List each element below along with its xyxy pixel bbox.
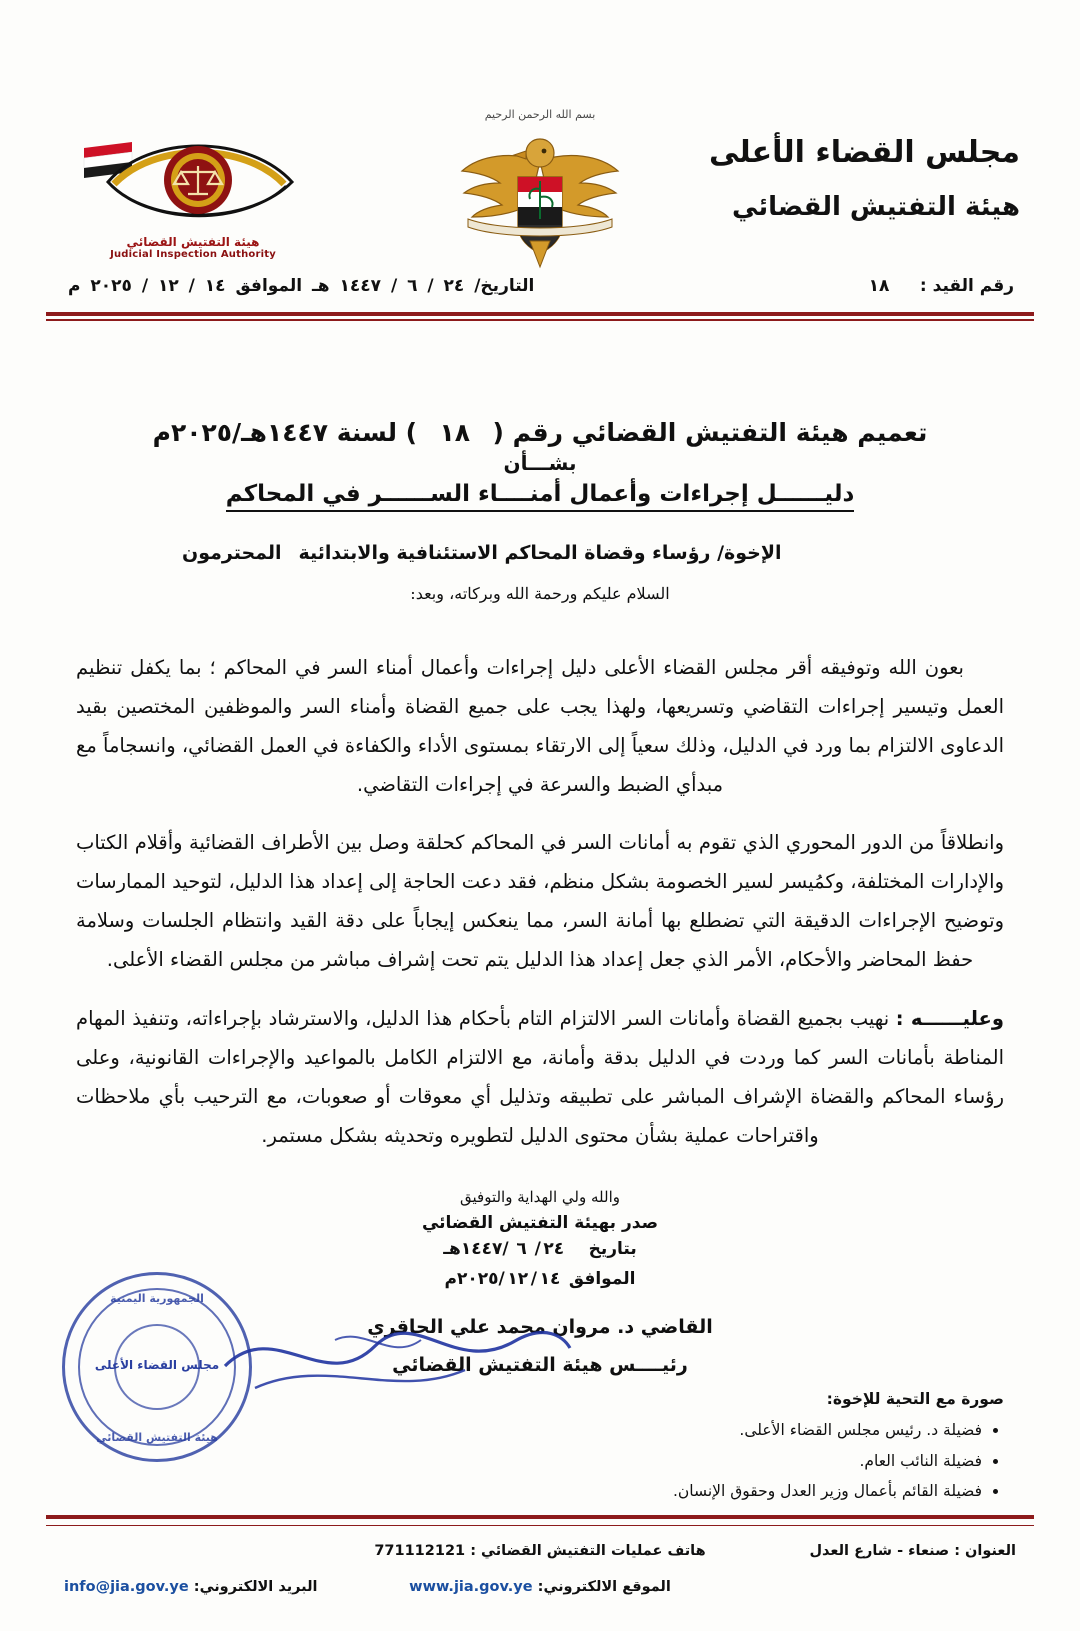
issue-date-greg-day: ١٤ xyxy=(539,1268,561,1289)
paragraph-3-text: نهيب بجميع القضاة وأمانات السر الالتزام التام بأحكام هذا الدليل، والاسترشاد بإجراءاته، وتنفيذ المهام المناطة بأمانات السر كما وردت في الدليل بدقة وأمانة، مع الالتزام الكامل بالمواعيد والإجراءات القانونية، وعلى رؤساء المحاكم والقضاة الإشراف المباشر على تطبيقه وتذليل أي معوقات أو صعوبات، مع الترحيب بأي ملاحظات واقتراحات عملية بشأن محتوى الدليل لتطويره وتحديثه بشكل مستمر. xyxy=(76,1006,1004,1147)
footer-email-label: البريد الالكتروني: xyxy=(193,1579,318,1595)
stamp-bottom-text: هيئة التفتيش القضائي xyxy=(96,1431,218,1444)
logo-text-ar: هيئة التفتيش القضائي xyxy=(126,235,260,249)
issue-date-greg-year: ٢٠٢٥ xyxy=(457,1268,499,1289)
issue-date-greg-month: ١٢ xyxy=(507,1268,529,1289)
date-year: ١٤٤٧ xyxy=(339,276,382,296)
document-body xyxy=(76,628,1004,1171)
cc-list xyxy=(584,1416,1004,1506)
footer-contact-row xyxy=(60,1543,1020,1569)
issue-date-greg-suffix: م xyxy=(444,1268,458,1289)
authority-logo xyxy=(78,126,308,266)
eye-scales-logo-icon xyxy=(78,126,308,241)
eagle-emblem-icon xyxy=(440,121,640,271)
issue-date-greg-label: الموافق xyxy=(568,1268,636,1289)
footer-address-label: العنوان : xyxy=(954,1543,1016,1559)
cc-title: صورة مع التحية للإخوة: xyxy=(826,1390,1004,1408)
cc-block xyxy=(584,1385,1004,1508)
footer-phone-value: 771112121 xyxy=(374,1543,466,1559)
closing-invocation: والله ولي الهداية والتوفيق xyxy=(460,1188,620,1206)
issue-date-hijri-label: بتاريخ xyxy=(588,1239,637,1259)
date-day: ٢٤ xyxy=(443,276,465,296)
greg-year: ٢٠٢٥ xyxy=(90,276,132,296)
logo-text-en: Judicial Inspection Authority xyxy=(110,249,276,260)
circular-topic: دليــــــل إجراءات وأعمال أمنــــاء السـ‍ـــــر في المحاكم xyxy=(226,481,855,512)
date-month: ٦ xyxy=(407,276,418,296)
paragraph-2: وانطلاقاً من الدور المحوري الذي تقوم به أمانات السر في المحاكم كحلقة وصل بين الأطراف القضائية وأقلام الكتاب والإدارات المختلفة، وكمُيسر لسير الخصومة بشكل منظم، فقد دعت الحاجة إلى إعداد هذا الدليل، لتوحيد الممارسات وتوضيح الإجراءات الدقيقة التي تضطلع بها أمانة السر، مما ينعكس إيجاباً على دقة القيد وانتظام الجلسات وسلامة حفظ المحاضر والأحكام، الأمر الذي جعل إعداد هذا الدليل يتم تحت إشراف مباشر من مجلس القضاء الأعلى. xyxy=(76,831,1004,971)
issue-date-hijri: بتاريخ ٢٤/٦/١٤٤٧هـ xyxy=(0,1235,1080,1265)
footer-email[interactable] xyxy=(64,1579,318,1595)
addressee-row xyxy=(60,542,1020,572)
signer-name: القاضي د. مروان محمد علي الحاقري xyxy=(367,1316,713,1338)
stamp-top-text: الجمهورية اليمنية xyxy=(110,1292,204,1305)
subject-word: بشـــأن xyxy=(503,451,577,475)
national-emblem xyxy=(435,108,645,283)
footer-website[interactable] xyxy=(409,1579,671,1595)
addressee-respect: المحترمون xyxy=(182,542,282,564)
corresponding-label: الموافق xyxy=(235,276,303,296)
issue-date-hijri-month: ٦ xyxy=(516,1239,527,1259)
greg-day: ١٤ xyxy=(204,276,226,296)
basmala-calligraphy: بسم الله الرحمن الرحيم xyxy=(484,108,596,121)
paragraph-3-lead: وعليــــــه : xyxy=(895,1006,1004,1030)
footer-divider-thin xyxy=(46,1525,1034,1527)
footer-website-value[interactable]: www.jia.gov.ye xyxy=(409,1579,533,1595)
hijri-suffix: هـ xyxy=(311,276,330,296)
document-date: التاريخ/ ٢٤ / ٦ / ١٤٤٧ هـ الموافق ١٤ / ١٢ / ٢٠٢٥ م xyxy=(68,276,535,296)
greeting-line: السلام عليكم ورحمة الله وبركاته، وبعد: xyxy=(410,584,670,603)
paragraph-1: بعون الله وتوفيقه أقر مجلس القضاء الأعلى دليل إجراءات وأعمال أمناء السر في المحاكم ؛ بما يكفل تنظيم العمل وتيسير إجراءات التقاضي وتسريعها، ولهذا يجب على جميع القضاة وأمناء السر والموظفين المختصين بقيد الدعاوى الالتزام بما ورد في الدليل، وذلك سعياً إلى الارتقاء بمستوى الأداء والكفاءة في العمل القضائي، وانسجاماً مع مبدأي الضبط والسرعة في إجراءات التقاضي. xyxy=(76,655,1004,796)
authority-logo-text xyxy=(78,235,308,260)
issue-date-hijri-suffix: هـ xyxy=(443,1239,461,1259)
greg-suffix: م xyxy=(68,276,81,296)
authority-name: هيئة التفتيش القضائي xyxy=(732,191,1020,222)
issue-date-gregorian: الموافق ١٤/١٢/٢٠٢٥م xyxy=(0,1265,1080,1295)
issue-date-hijri-day: ٢٤ xyxy=(543,1239,565,1259)
footer-email-value[interactable]: info@jia.gov.ye xyxy=(64,1579,189,1595)
footer-phone-label: هاتف عمليات التفتيش القضائي : xyxy=(470,1543,706,1559)
header-divider-thick xyxy=(46,312,1034,316)
footer-phone xyxy=(374,1543,705,1559)
issue-date-hijri-year: ١٤٤٧ xyxy=(460,1239,503,1259)
registration-number xyxy=(834,276,1014,296)
circular-title-prefix: تعميم هيئة التفتيش القضائي رقم ( xyxy=(492,418,928,447)
date-label: التاريخ/ xyxy=(474,276,535,296)
organization-titles xyxy=(709,130,1020,227)
footer-web-row xyxy=(60,1579,1020,1605)
stamp-middle-text: مجلس القضاء الأعلى xyxy=(94,1358,220,1372)
circular-title-suffix: ) لسنة ١٤٤٧هـ/٢٠٢٥م xyxy=(152,418,418,447)
closing-block xyxy=(0,1186,1080,1236)
circular-number: ١٨ xyxy=(439,418,471,447)
signer-title: رئيــــس هيئة التفتيش القضائي xyxy=(392,1354,688,1376)
paragraph-3 xyxy=(76,999,1004,1155)
footer-website-label: الموقع الالكتروني: xyxy=(537,1579,671,1595)
list-item: • فضيلة القائم بأعمال وزير العدل وحقوق الإنسان. xyxy=(584,1477,982,1506)
document-header xyxy=(60,108,1020,288)
document-meta xyxy=(60,272,1020,312)
issued-by-line: صدر بهيئة التفتيش القضائي xyxy=(421,1212,659,1233)
registration-label: رقم القيد : xyxy=(919,276,1014,296)
footer-address xyxy=(809,1543,1016,1559)
circular-title xyxy=(60,418,1020,447)
registration-value: ١٨ xyxy=(868,276,890,296)
header-divider-thin xyxy=(46,319,1034,321)
official-stamp xyxy=(62,1272,252,1462)
addressee-main: الإخوة/ رؤساء وقضاة المحاكم الاستئنافية والابتدائية xyxy=(298,542,782,564)
footer-address-value: صنعاء - شارع العدل xyxy=(809,1543,950,1559)
greg-month: ١٢ xyxy=(157,276,179,296)
list-item: • فضيلة النائب العام. xyxy=(584,1447,982,1476)
list-item: • فضيلة د. رئيس مجلس القضاء الأعلى. xyxy=(584,1416,982,1445)
circular-title-block xyxy=(60,418,1020,512)
council-name: مجلس القضاء الأعلى xyxy=(709,135,1020,170)
footer-divider-thick xyxy=(46,1515,1034,1519)
